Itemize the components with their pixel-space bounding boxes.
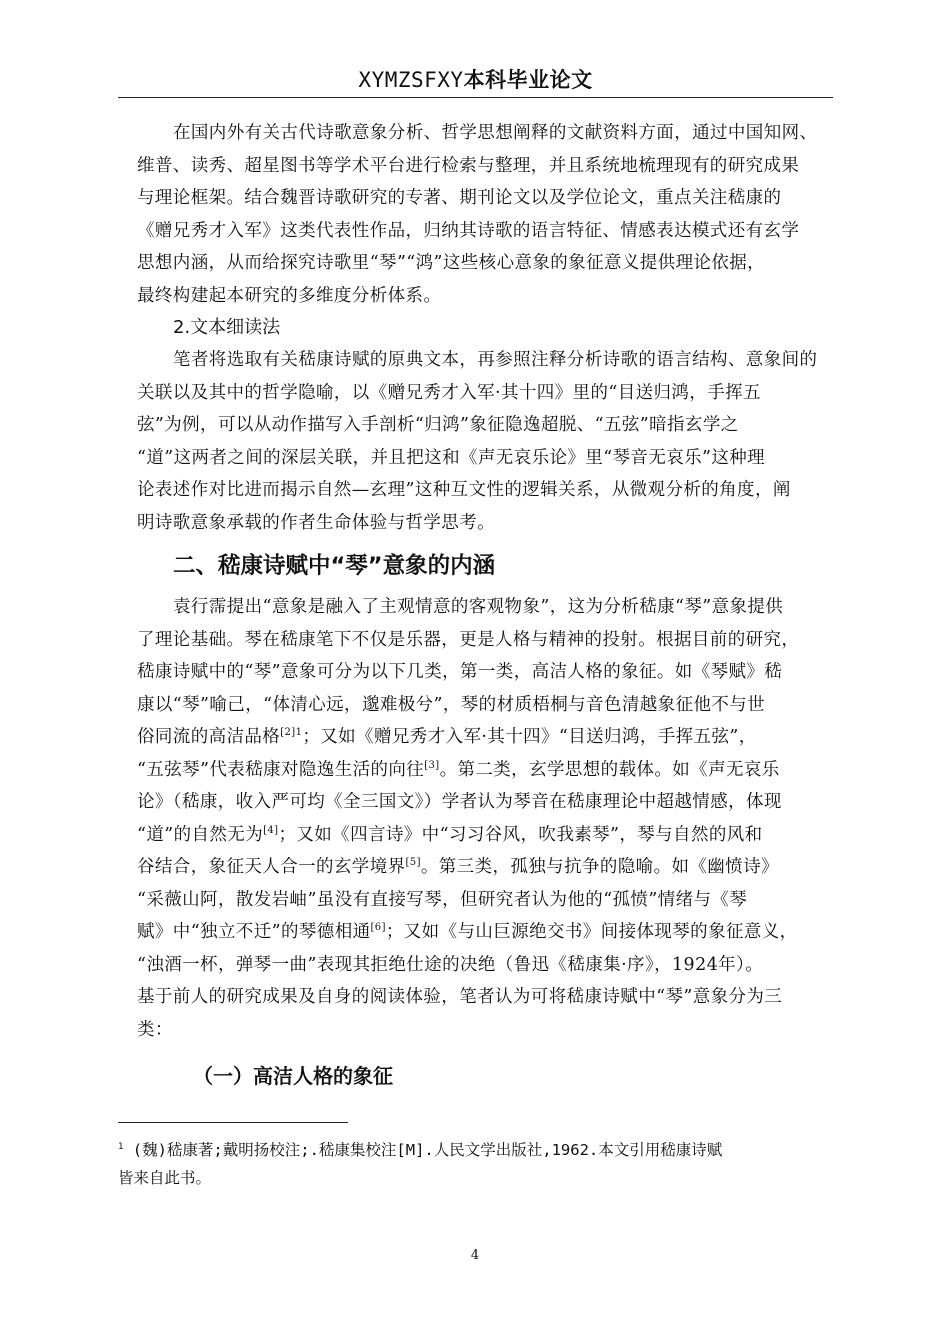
text-line: 维普、读秀、超星图书等学术平台进行检索与整理，并且系统地梳理现有的研究成果 <box>137 155 800 176</box>
citation-ref[interactable]: [5] <box>405 857 421 869</box>
text-segment: “五弦琴”代表嵇康对隐逸生活的向往 <box>137 759 425 780</box>
footnote-line: 皆来自此书。 <box>118 1169 212 1187</box>
text-segment: ；又如《四言诗》中“习习谷风，吹我素琴”，琴与自然的风和 <box>278 824 763 845</box>
header-title: 本科毕业论文 <box>463 68 593 92</box>
page-number: 4 <box>470 1248 480 1263</box>
text-line: 明诗歌意象承载的作者生命体验与哲学思考。 <box>137 512 495 533</box>
text-segment: 。第二类，玄学思想的载体。如《声无哀乐 <box>439 759 780 780</box>
text-line: 关联以及其中的哲学隐喻，以《赠兄秀才入军·其十四》里的“目送归鸿，手挥五 <box>137 382 761 403</box>
text-line <box>137 819 857 852</box>
section-heading: 二、嵇康诗赋中“琴”意象的内涵 <box>173 553 496 579</box>
paragraph-qin-imagery <box>137 591 857 1046</box>
text-line: 论》（嵇康，收入严可均《全三国文》）学者认为琴音在嵇康理论中超越情感，体现 <box>137 792 782 812</box>
paragraph-literature-method <box>137 117 857 312</box>
text-line <box>137 851 857 884</box>
text-line: 思想内涵，从而给探究诗歌里“琴”“鸿”这些核心意象的象征意义提供理论依据， <box>137 253 766 273</box>
text-segment: ；又如《与山巨源绝交书》间接体现琴的象征意义， <box>385 922 798 942</box>
citation-ref[interactable]: [6] <box>370 922 386 934</box>
text-segment: 俗同流的高洁品格 <box>137 727 281 747</box>
footnote <box>118 1136 833 1192</box>
text-line: “采薇山阿，散发岩岫”虽没有直接写琴，但研究者认为他的“孤愤”情绪与《琴 <box>137 889 748 910</box>
text-line: 与理论框架。结合魏晋诗歌研究的专著、期刊论文以及学位论文，重点关注嵇康的 <box>137 188 782 208</box>
text-line: 康以“琴”喻己，“体清心远，邈难极兮”，琴的材质梧桐与音色清越象征他不与世 <box>137 694 766 715</box>
text-segment: 谷结合，象征天人合一的玄学境界 <box>137 857 406 877</box>
text-segment: “道”的自然无为 <box>137 824 264 845</box>
text-segment: 赋》中“独立不迁”的琴德相通 <box>137 922 371 942</box>
citation-ref[interactable]: [3] <box>424 759 440 771</box>
subsection-heading: （一）高洁人格的象征 <box>193 1064 393 1088</box>
text-line: 了理论基础。琴在嵇康笔下不仅是乐器，更是人格与精神的投射。根据目前的研究， <box>137 629 800 650</box>
footnote-marker[interactable]: 1 <box>295 727 303 739</box>
text-segment: ；又如《赠兄秀才入军·其十四》“目送归鸿，手挥五弦”， <box>302 727 757 747</box>
citation-ref[interactable]: [2] <box>280 727 296 739</box>
text-line: “道”这两者之间的深层关联，并且把这和《声无哀乐论》里“琴音无哀乐”这种理 <box>137 447 766 468</box>
text-line: 嵇康诗赋中的“琴”意象可分为以下几类，第一类，高洁人格的象征。如《琴赋》嵇 <box>137 662 783 682</box>
method-heading-close-reading: 2.文本细读法 <box>173 317 281 338</box>
footnote-number: 1 <box>118 1141 124 1152</box>
text-line: 论表述作对比进而揭示自然—玄理”这种互文性的逻辑关系，从微观分析的角度，阐 <box>137 480 791 500</box>
citation-ref[interactable]: [4] <box>263 824 279 836</box>
text-line: “浊酒一杯，弹琴一曲”表现其拒绝仕途的决绝（鲁迅《嵇康集·序》，1924年）。 <box>137 954 764 975</box>
footnote-line <box>118 1136 833 1164</box>
paragraph-close-reading <box>137 344 857 539</box>
header-code: XYMZSFXY <box>358 68 464 92</box>
text-line: 弦”为例，可以从动作描写入手剖析“归鸿”象征隐逸超脱、“五弦”暗指玄学之 <box>137 415 739 435</box>
text-line: 类： <box>137 1019 173 1040</box>
page-body <box>137 117 857 1094</box>
text-line: 基于前人的研究成果及自身的阅读体验，笔者认为可将嵇康诗赋中“琴”意象分为三 <box>137 987 783 1007</box>
header-rule <box>118 97 833 98</box>
footnote-rule <box>118 1122 348 1123</box>
text-segment: 。第三类，孤独与抗争的隐喻。如《幽愤诗》 <box>420 857 779 877</box>
footnote-text: (魏)嵇康著;戴明扬校注;.嵇康集校注[M].人民文学出版社,1962.本文引用嵇康诗赋 <box>132 1141 723 1159</box>
text-line <box>137 754 857 787</box>
text-line: 袁行霈提出“意象是融入了主观情意的客观物象”，这为分析嵇康“琴”意象提供 <box>173 597 784 617</box>
text-line: 最终构建起本研究的多维度分析体系。 <box>137 285 442 306</box>
text-line <box>137 721 857 754</box>
text-line: 《赠兄秀才入军》这类代表性作品，归纳其诗歌的语言特征、情感表达模式还有玄学 <box>137 220 800 241</box>
text-line <box>137 916 857 949</box>
text-line: 笔者将选取有关嵇康诗赋的原典文本，再参照注释分析诗歌的语言结构、意象间的 <box>173 350 818 370</box>
page-header <box>118 66 833 94</box>
text-line: 在国内外有关古代诗歌意象分析、哲学思想阐释的文献资料方面，通过中国知网、 <box>173 123 818 143</box>
